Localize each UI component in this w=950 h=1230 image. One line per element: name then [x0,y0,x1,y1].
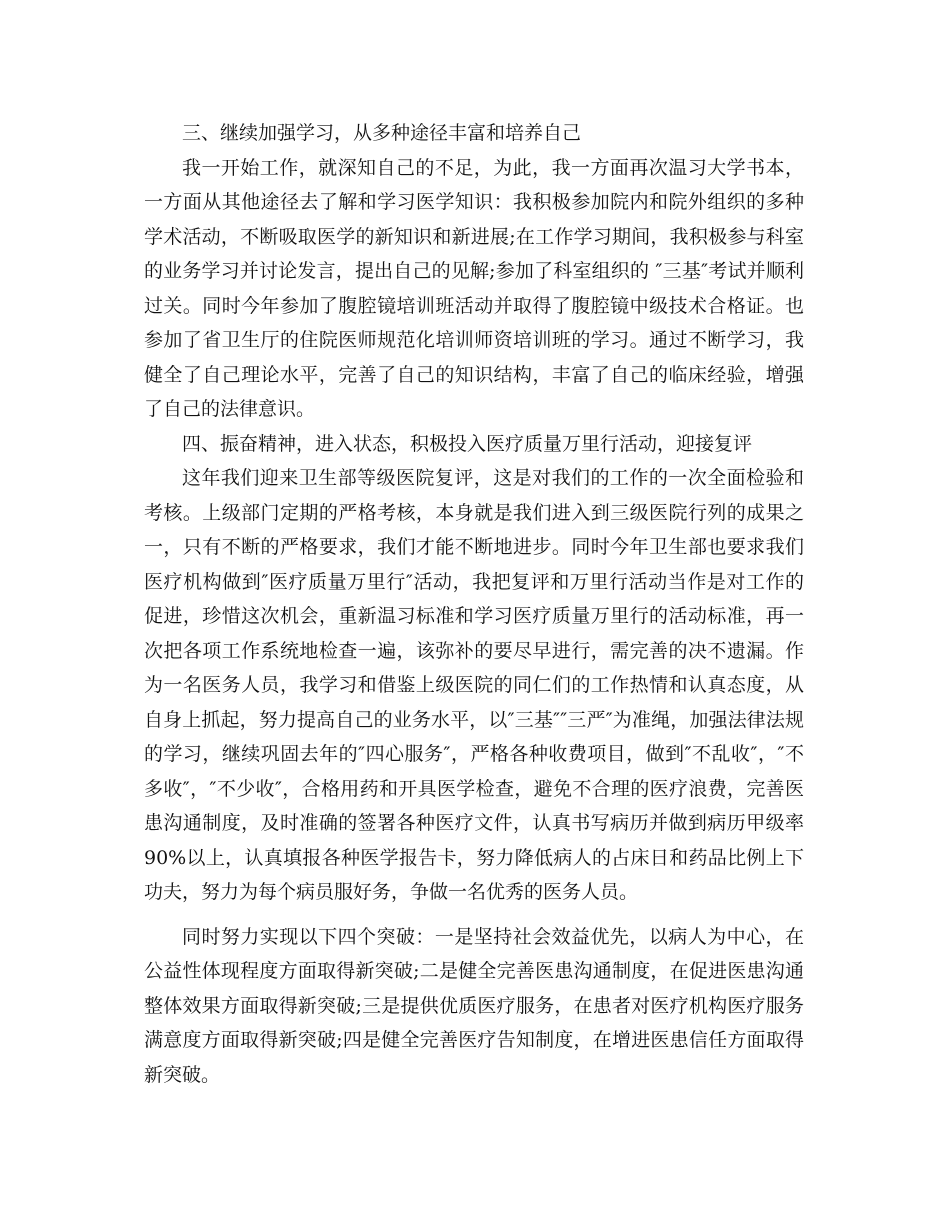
section-heading-4: 四、振奋精神，进入状态，积极投入医疗质量万里行活动，迎接复评 [182,432,753,455]
paragraph: 这年我们迎来卫生部等级医院复评，这是对我们的工作的一次全面检验和考核。上级部门定期的严格考核，本身就是我们进入到三级医院行列的成果之一，只有不断的严格要求，我们才能不断地进步。同时今年卫生部也要求我们医疗机构做到″医疗质量万里行″活动，我把复评和万里行活动当作是对工作的促进，珍惜这次机会，重新温习标准和学习医疗质量万里行的活动标准，再一次把各项工作系统地检查一遍，该弥补的要尽早进行，需完善的决不遗漏。作为一名医务人员，我学习和借鉴上级医院的同仁们的工作热情和认真态度，从自身上抓起，努力提高自己的业务水平，以″三基″″三严″为准绳，加强法律法规的学习，继续巩固去年的″四心服务″，严格各种收费项目，做到″不乱收″，″不多收″，″不少收″，合格用药和开具医学检查，避免不合理的医疗浪费，完善医患沟通制度，及时准确的签署各种医疗文件，认真书写病历并做到病历甲级率90%以上，认真填报各种医学报告卡，努力降低病人的占床日和药品比例上下功夫，努力为每个病员服好务，争做一名优秀的医务人员。 [144,467,804,903]
section-heading-3: 三、继续加强学习，从多种途径丰富和培养自己 [182,122,582,144]
paragraph: 我一开始工作，就深知自己的不足，为此，我一方面再次温习大学书本，一方面从其他途径去了解和学习医学知识：我积极参加院内和院外组织的多种学术活动，不断吸取医学的新知识和新进展;在工作学习期间，我积极参与科室的业务学习并讨论发言，提出自己的见解;参加了科室组织的 ″三基″考试并顺利过关。同时今年参加了腹腔镜培训班活动并取得了腹腔镜中级技术合格证。也参加了省卫生厅的住院医师规范化培训师资培训班的学习。通过不断学习，我健全了自己理论水平，完善了自己的知识结构，丰富了自己的临床经验，增强了自己的法律意识。 [144,156,804,420]
document-body [144,116,804,1092]
paragraph: 同时努力实现以下四个突破：一是坚持社会效益优先，以病人为中心，在公益性体现程度方面取得新突破;二是健全完善医患沟通制度，在促进医患沟通整体效果方面取得新突破;三是提供优质医疗服务，在患者对医疗机构医疗服务满意度方面取得新突破;四是健全完善医疗告知制度，在增进医患信任方面取得新突破。 [144,925,804,1086]
